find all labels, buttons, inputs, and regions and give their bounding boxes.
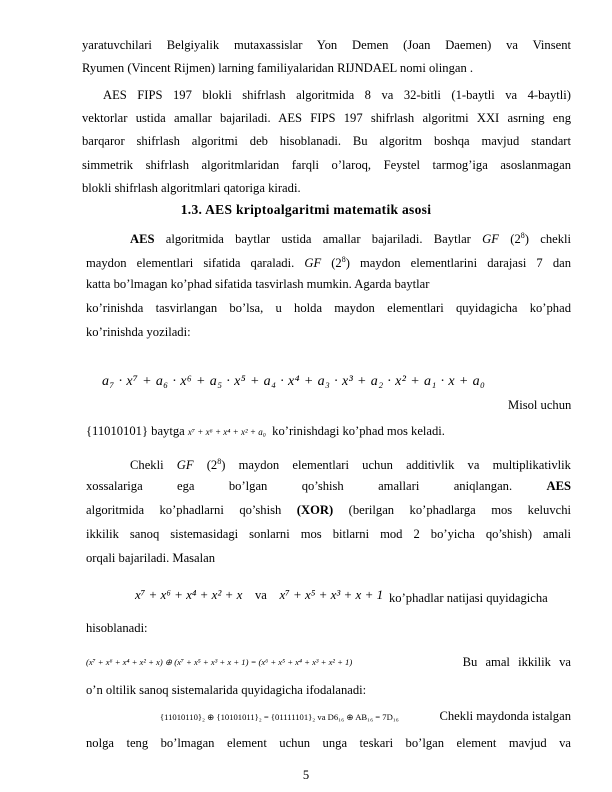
formula: {11010110}₂ ⊕ {10101011}₂ = {01111101}₂ va D6₁₆ ⊕ AB₁₆ = 7D₁₆ [160, 712, 399, 722]
text-line: blokli shifrlash algoritmlari qatoriga kiradi. [82, 181, 301, 195]
text-line: algoritmida ko’phadlarni qo’shish (XOR) (berilgan ko’phadlarga mos keluvchi [86, 503, 572, 517]
text-line: maydon elementlari sifatida qaraladi. GF $(2^8)$ maydon elementlarini darajasi 7 dan [86, 255, 571, 271]
text-line: AES FIPS 197 blokli shifrlash algoritmida 8 va 32-bitli (1-baytli va 4-baytli) [103, 88, 571, 102]
text-line: katta bo’lmagan ko’phad sifatida tasvirlash mumkin. Agarda baytlar [86, 277, 430, 291]
text-line: barqaror shifrlash algoritmi deb hisoblanadi. Bu algoritm boshqa mavjud standart [82, 134, 571, 148]
text-line: Ryumen (Vincent Rijmen) larning familiyalaridan RIJNDAEL nomi olingan . [82, 61, 474, 75]
text-line: AES algoritmida baytlar ustida amallar bajariladi. Baytlar GF $(2^8)$ chekli [130, 231, 572, 247]
text-line: Misol uchun [508, 398, 572, 412]
text-line: hisoblanadi: [86, 621, 148, 635]
text-line: ikkilik sanoq sistemasidagi sonlarni mos bitlarni mod 2 bo’yicha qo’shish) amali [86, 527, 571, 541]
text-line: orqali bajariladi. Masalan [86, 551, 216, 565]
text-line: ko’phadlar natijasi quyidagicha [389, 591, 548, 605]
text-line: xossalariga ega bo’lgan qo’shish amallari aniqlangan. AES [86, 479, 571, 493]
text-line: simmetrik shifrlash algoritmlaridan farqli o’laroq, Feystel tarmog’iga asoslanmagan [82, 158, 571, 172]
formula: a₇ · x⁷ + a₆ · x⁶ + a₅ · x⁵ + a₄ · x⁴ + a₃ · x³ + a₂ · x² + a₁ · x + a₀ [102, 374, 486, 389]
formula: (x⁷ + x⁶ + x⁴ + x² + x) ⊕ (x⁷ + x⁵ + x³ + x + 1) = (x⁶ + x⁵ + x⁴ + x³ + x² + 1) [86, 657, 353, 667]
text-line: ko’rinishda tasvirlangan bo’lsa, u holda maydon elementlari quyidagicha ko’phad [86, 301, 571, 315]
text-line: nolga teng bo’lmagan element uchun unga teskari bo’lgan element mavjud va [86, 736, 571, 750]
text-line: Chekli maydonda istalgan [439, 709, 571, 723]
text-line: yaratuvchilari Belgiyalik mutaxassislar Yon Demen (Joan Daemen) va Vinsent [82, 38, 571, 52]
text-line: Chekli GF $(2^8)$ maydon elementlari uchun additivlik va multiplikativlik [130, 457, 571, 473]
text-line: ko’rinishda yoziladi: [86, 325, 191, 339]
formula-line: x⁷ + x⁶ + x⁴ + x² + x va x⁷ + x⁵ + x³ + x + 1 [135, 587, 384, 602]
text-line: Bu amal ikkilik va [462, 655, 571, 669]
page-number: 5 [302, 768, 310, 782]
text-line: {11010101} baytga x⁷ + x⁶ + x⁴ + x² + a₀ ko’rinishdagi ko’phad mos keladi. [86, 424, 445, 438]
text-line: o’n oltilik sanoq sistemalarida quyidagicha ifodalanadi: [86, 683, 367, 697]
text-line: vektorlar ustida amallar bajariladi. AES FIPS 197 shifrlash algoritmi XXI asrning eng [82, 111, 571, 125]
section-heading: 1.3. AES kriptoalgaritmi matematik asosi [180, 202, 432, 217]
